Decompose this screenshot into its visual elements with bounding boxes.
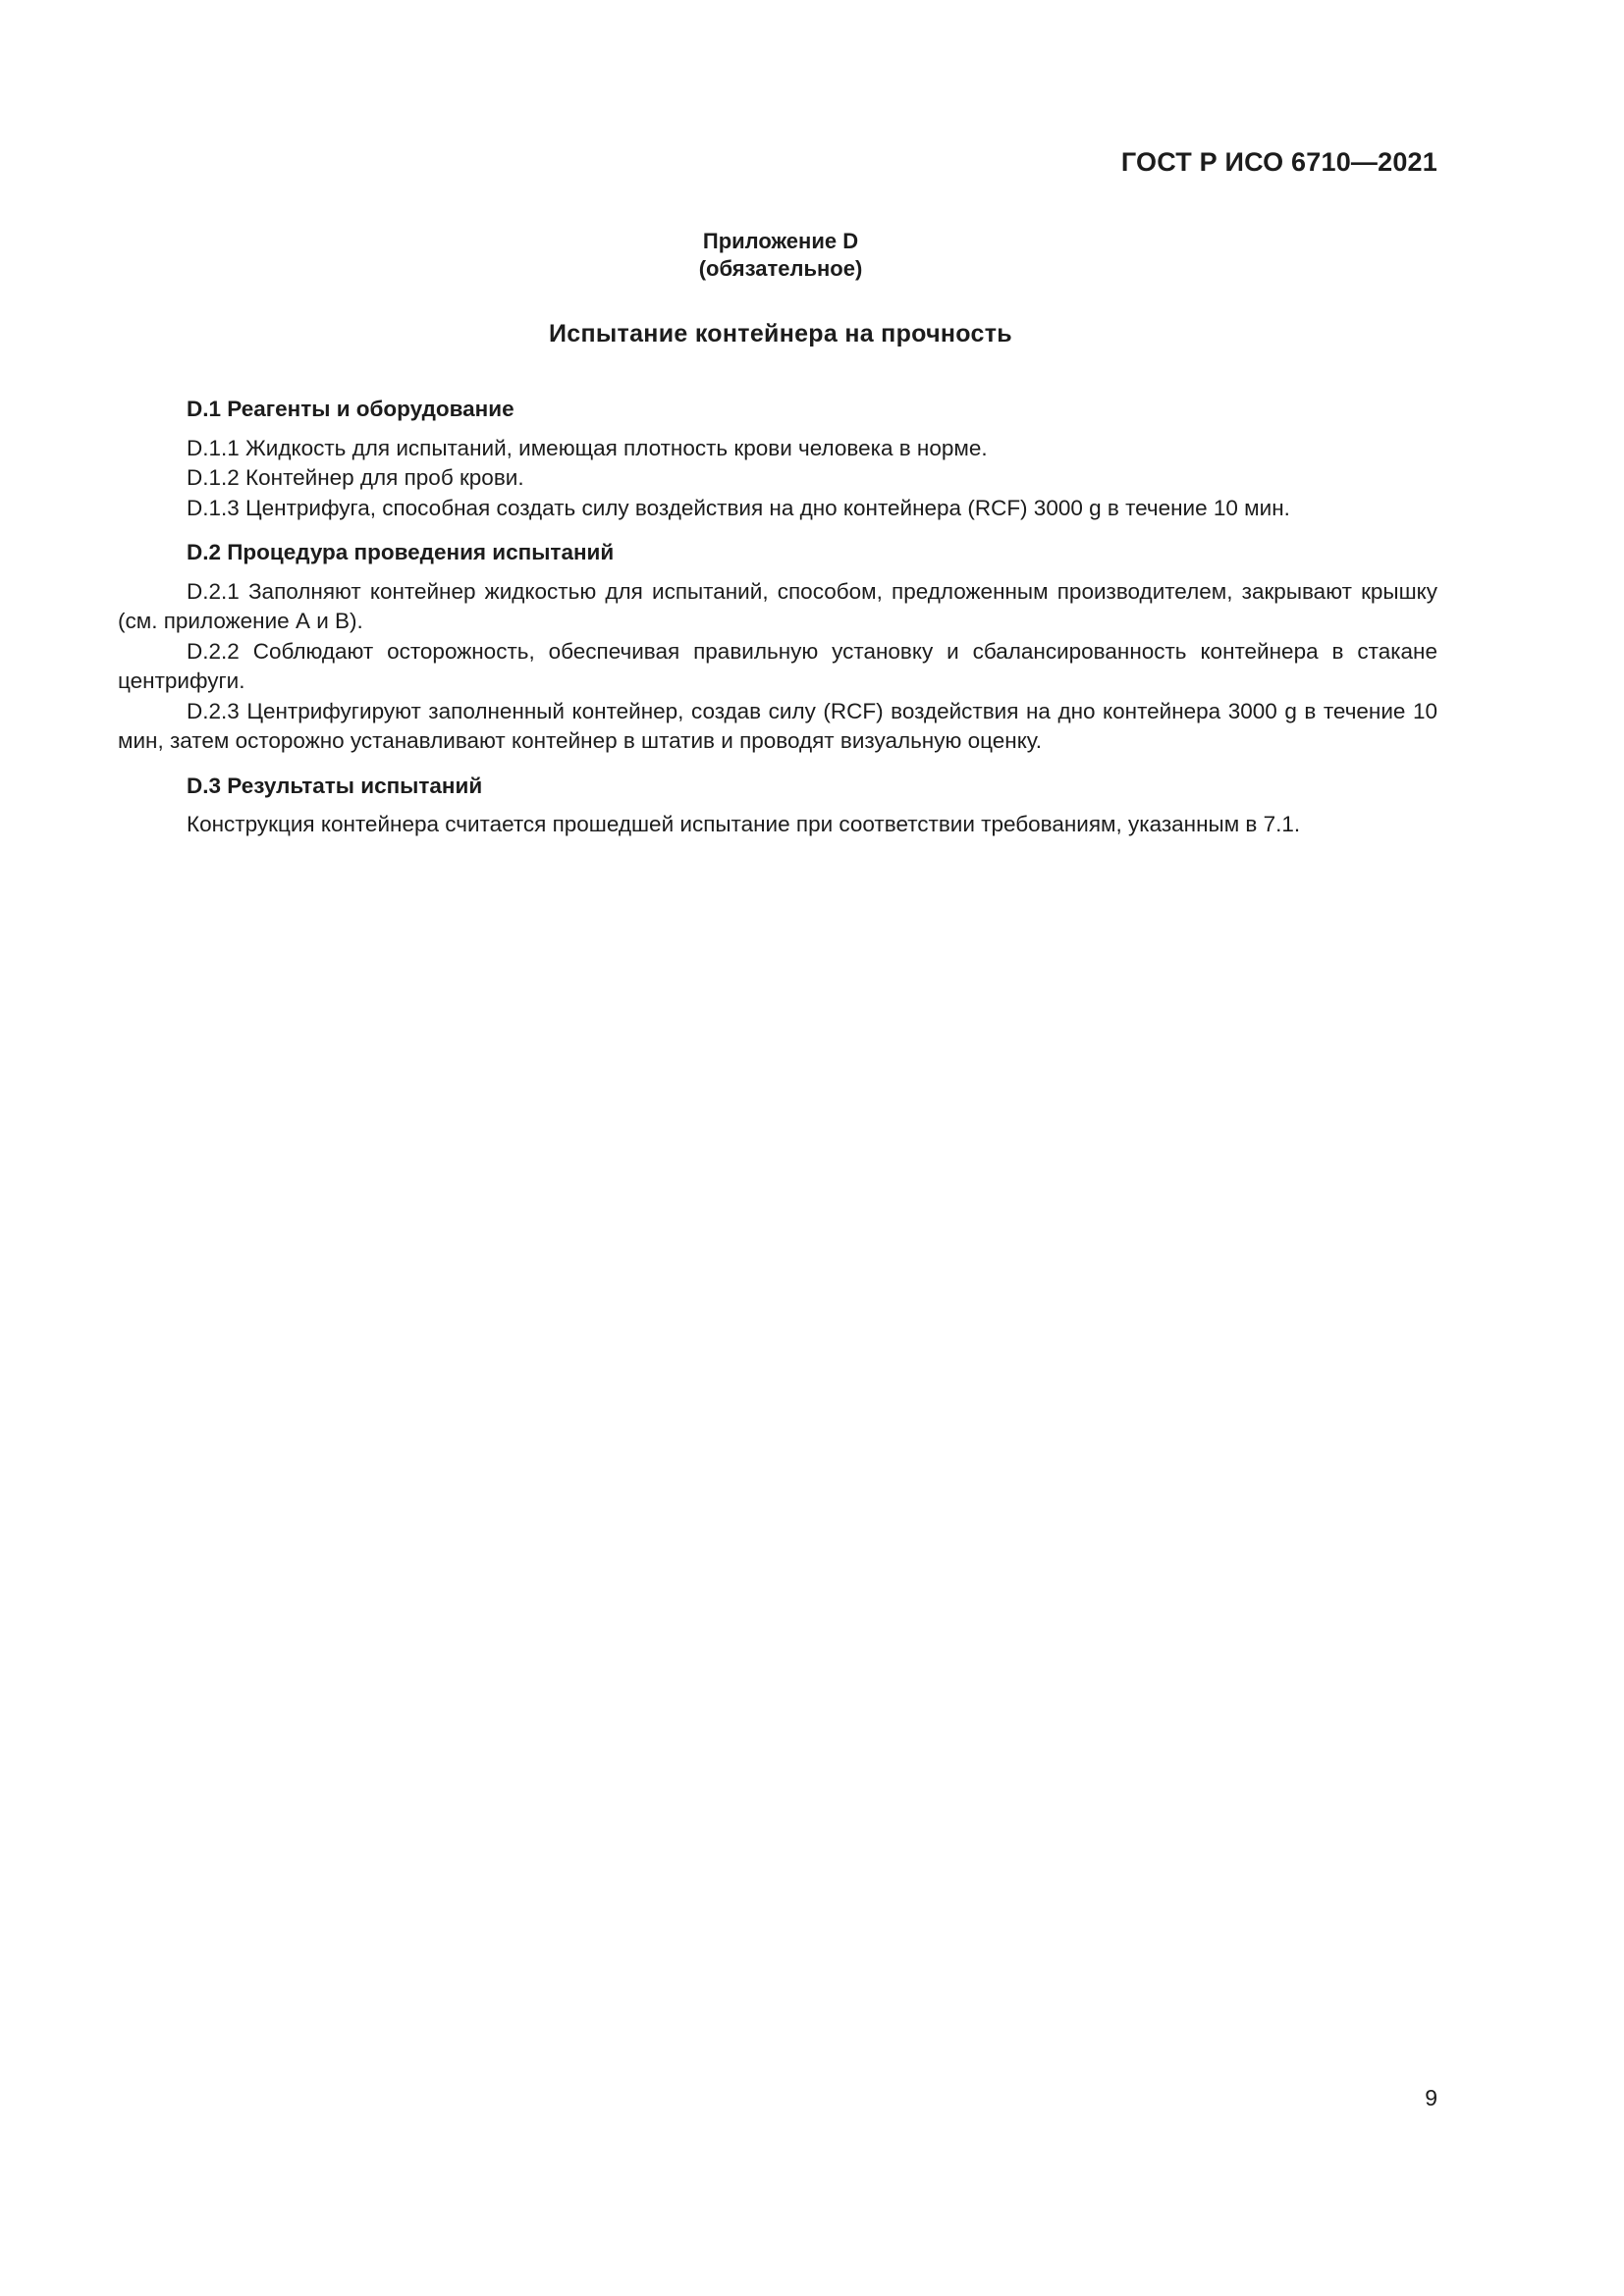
appendix-label: Приложение D — [702, 229, 859, 253]
paragraph: D.2.3 Центрифугируют заполненный контейнер, создав силу (RCF) воздействия на дно контейнера 3000 g в течение 10 мин, затем осторожно устанавливают контейнер в штатив и проводят визуальную оценку. — [118, 698, 1437, 753]
section-procedure — [118, 538, 1437, 757]
paragraph: D.1.2 Контейнер для проб крови. — [187, 465, 524, 490]
section-results — [118, 772, 1437, 840]
paragraph: D.2.2 Соблюдают осторожность, обеспечивая правильную установку и сбалансированность контейнера в стакане центрифуги. — [118, 638, 1437, 693]
section-reagents — [118, 395, 1437, 523]
section-heading: D.3 Результаты испытаний — [187, 773, 483, 798]
document-body — [118, 395, 1437, 855]
appendix-header — [0, 228, 1561, 283]
paragraph: D.2.1 Заполняют контейнер жидкостью для испытаний, способом, предложенным производителем, закрывают крышку (см. приложение А и В). — [118, 578, 1437, 633]
section-heading: D.1 Реагенты и оборудование — [187, 397, 514, 421]
paragraph: Конструкция контейнера считается прошедшей испытание при соответствии требованиям, указанным в 7.1. — [187, 812, 1301, 836]
page-number: 9 — [1425, 2085, 1437, 2110]
document-code: ГОСТ Р ИСО 6710—2021 — [1120, 147, 1437, 177]
paragraph: D.1.3 Центрифуга, способная создать силу воздействия на дно контейнера (RCF) 3000 g в течение 10 мин. — [187, 495, 1290, 520]
appendix-title: Испытание контейнера на прочность — [549, 320, 1012, 347]
paragraph: D.1.1 Жидкость для испытаний, имеющая плотность крови человека в норме. — [187, 435, 988, 460]
appendix-status: (обязательное) — [698, 256, 863, 281]
section-heading: D.2 Процедура проведения испытаний — [187, 540, 615, 564]
